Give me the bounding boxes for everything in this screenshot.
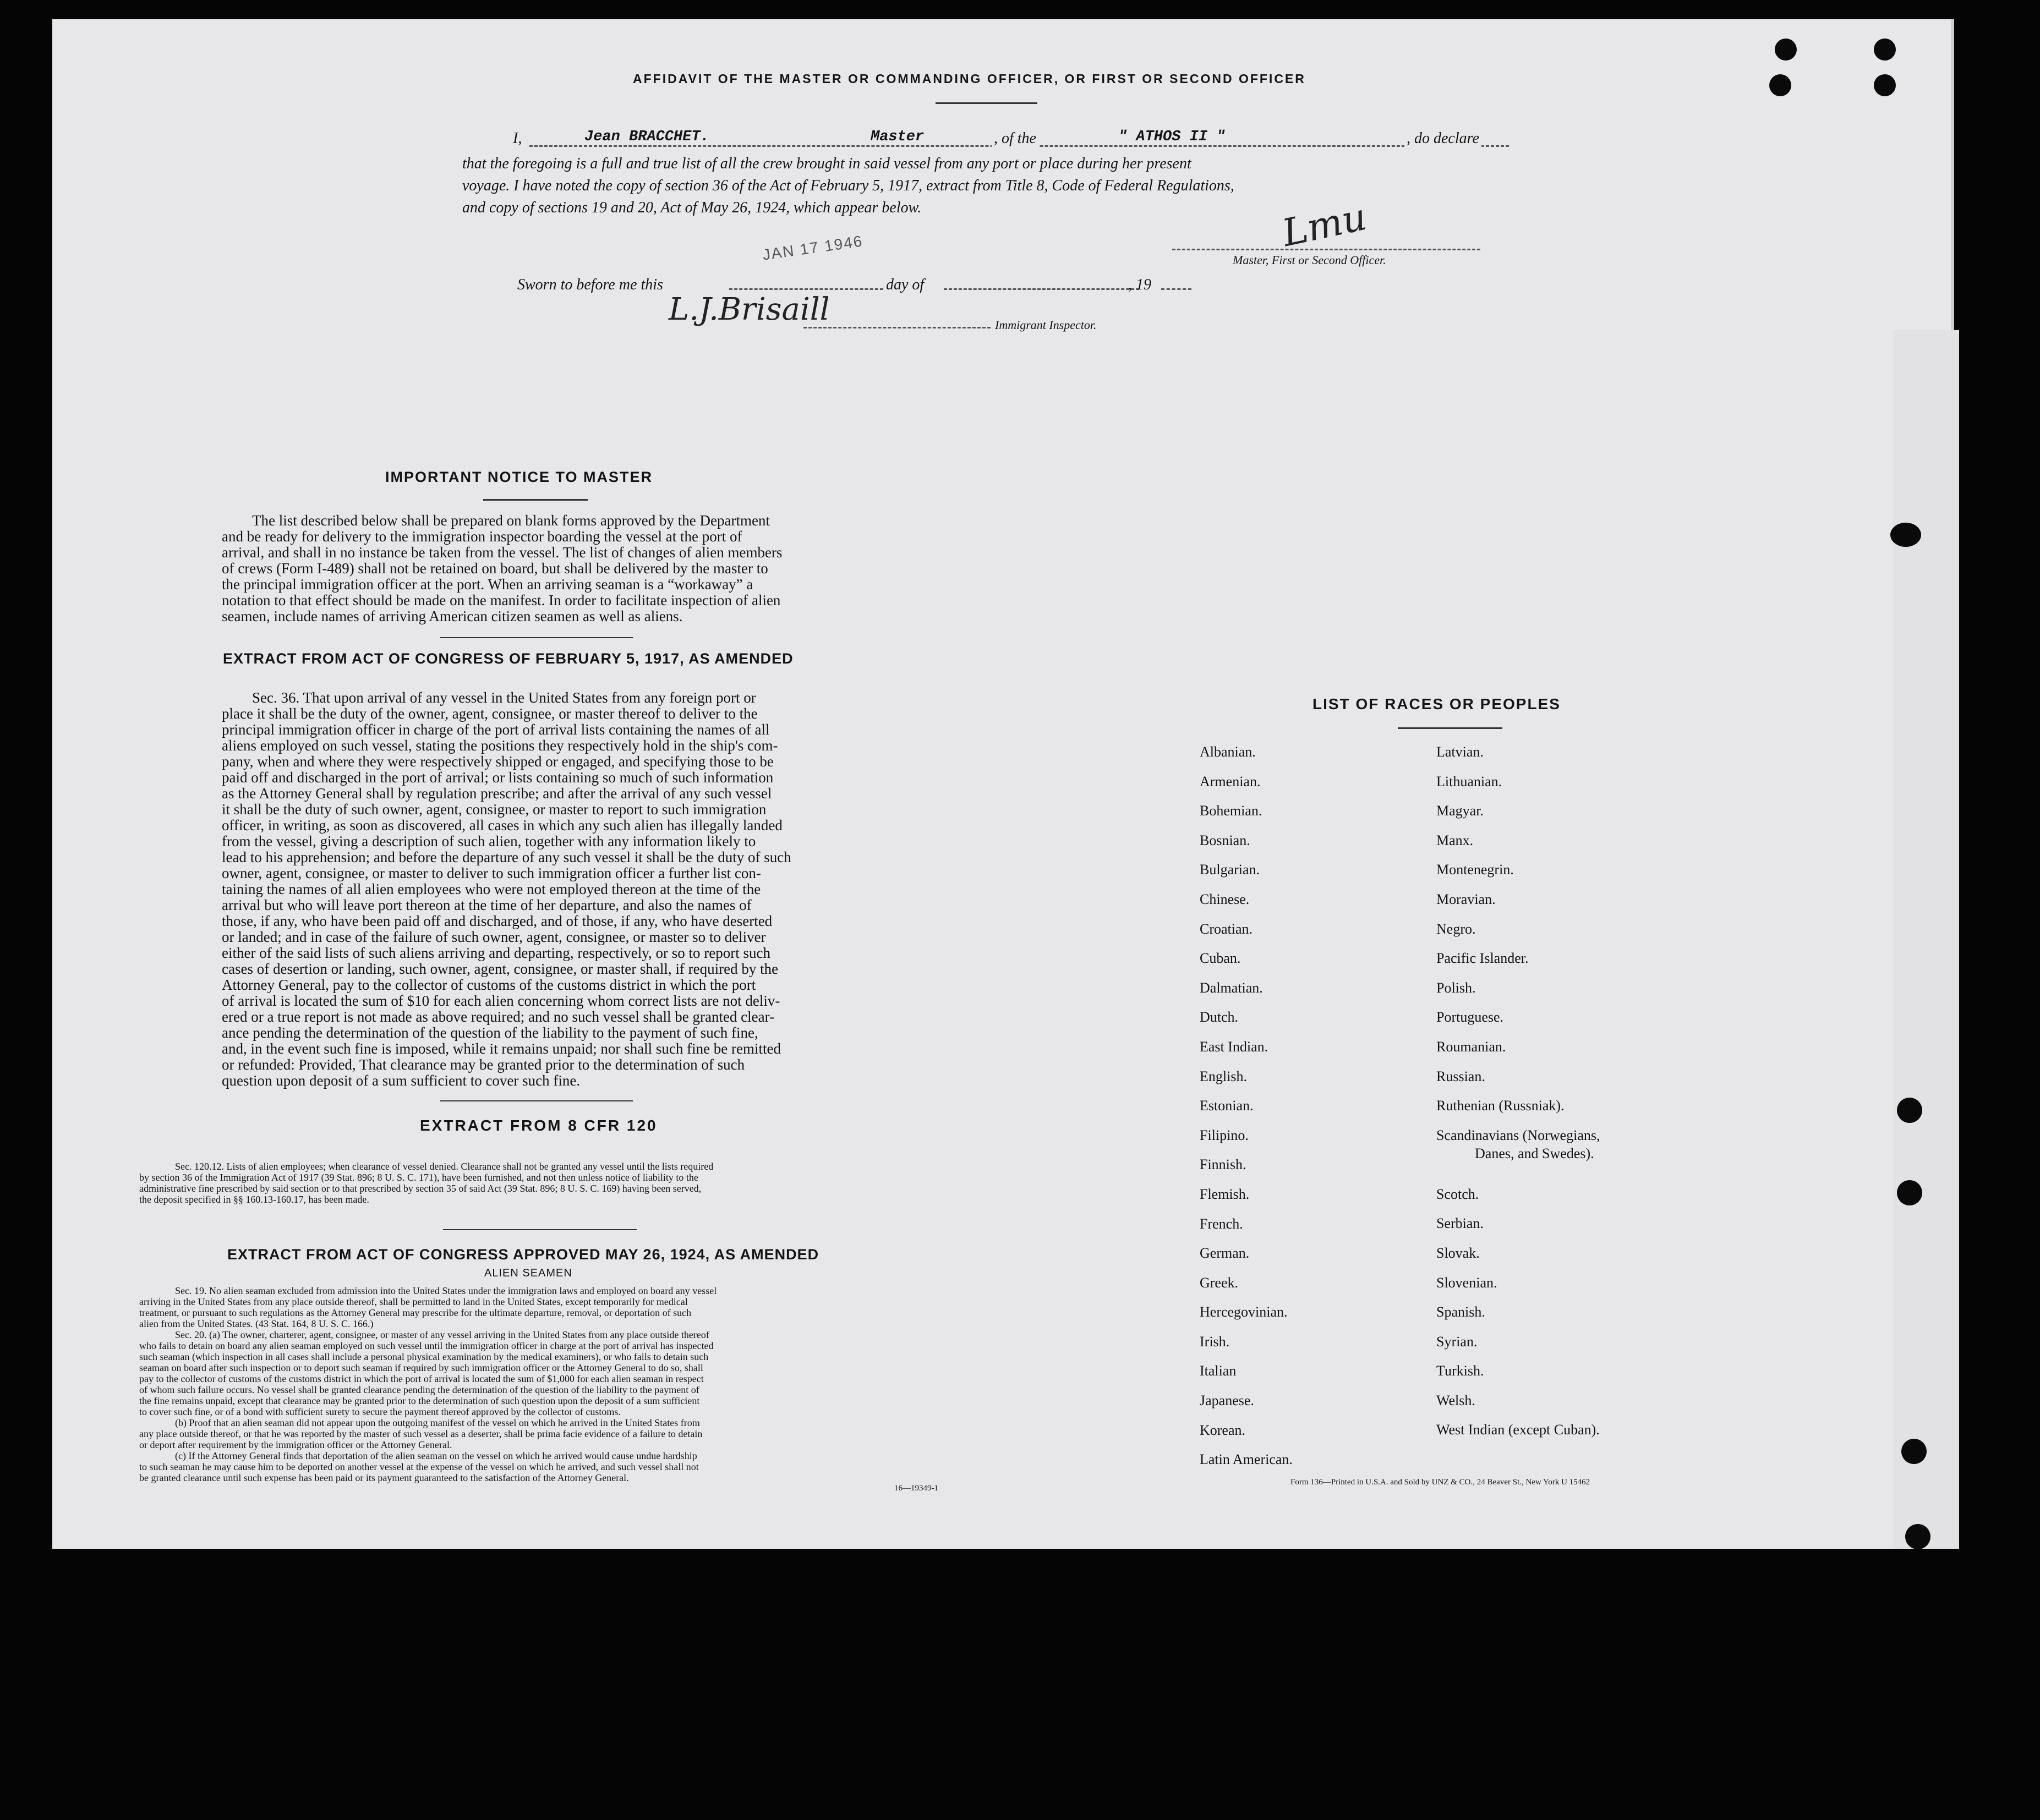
race-item: Croatian.: [1200, 920, 1253, 937]
race-item: Bohemian.: [1200, 803, 1262, 819]
sworn-label: Sworn to before me this: [517, 276, 663, 293]
race-item: Magyar.: [1436, 803, 1484, 819]
race-item: Scandinavians (Norwegians,: [1436, 1127, 1600, 1143]
race-item: Slovenian.: [1436, 1274, 1497, 1291]
race-item: Dutch.: [1200, 1009, 1239, 1026]
sec36-line: question upon deposit of a sum sufficient to cover such fine.: [222, 1072, 581, 1089]
sec36-line: Sec. 36. That upon arrival of any vessel in the United States from any foreign port or: [252, 689, 756, 706]
race-item: Montenegrin.: [1436, 862, 1514, 878]
sec-line: to cover such fine, or of a bond with sufficient surety to secure the payment thereof approved by the collector of customs.: [139, 1406, 621, 1417]
extract-1924-title: EXTRACT FROM ACT OF CONGRESS APPROVED MAY 26, 1924, AS AMENDED: [227, 1246, 819, 1263]
sec36-line: place it shall be the duty of the owner, agent, consignee, or master thereof to deliver to the: [222, 705, 758, 722]
year-label: , 19: [1128, 276, 1151, 293]
date-stamp: JAN 17 1946: [761, 232, 865, 264]
sec-line: (b) Proof that an alien seaman did not appear upon the outgoing manifest of the vessel on which he arrived in the United States from: [175, 1417, 700, 1428]
printer-note: Form 136—Printed in U.S.A. and Sold by UNZ & CO., 24 Beaver St., New York U 15462: [1290, 1478, 1590, 1487]
cfr-end-rule: [443, 1229, 637, 1230]
master-rank: Master: [871, 129, 925, 145]
affidavit-line3: voyage. I have noted the copy of section 36 of the Act of February 5, 1917, extract from Title 8, Code of Federal Regulations,: [462, 177, 1234, 194]
sec-line: treatment, or pursuant to such regulations as the Attorney General may prescribe for the ultimate departure, removal, or deportation of such: [139, 1307, 692, 1318]
race-item: Cuban.: [1200, 950, 1241, 967]
sec36-line: it shall be the duty of such owner, agent, consignee, or master to report to such immigration: [222, 801, 767, 818]
extract-1917-title: EXTRACT FROM ACT OF CONGRESS OF FEBRUARY 5, 1917, AS AMENDED: [223, 650, 794, 667]
sec-line: Sec. 20. (a) The owner, charterer, agent, consignee, or master of any vessel arriving in the United States from any place outside thereof: [175, 1329, 709, 1340]
sec36-line: or refunded: Provided, That clearance may be granted prior to the determination of such: [222, 1056, 745, 1073]
sec-line: or deport after requirement by the immigration officer or the Attorney General.: [139, 1439, 452, 1450]
punch-hole: [1901, 1439, 1927, 1464]
sec36-line: from the vessel, giving a description of such alien, together with any information likely to: [222, 833, 756, 849]
race-item: French.: [1200, 1215, 1243, 1232]
sworn-year-blank: [1161, 288, 1191, 290]
alien-seamen-subtitle: ALIEN SEAMEN: [484, 1267, 572, 1279]
punch-hole: [1897, 1098, 1922, 1123]
page-edge: [1893, 330, 1959, 1549]
sec-line: Sec. 19. No alien seaman excluded from admission into the United States under the immigration laws and employed on board any vessel: [175, 1285, 717, 1296]
affidavit-title-rule: [936, 102, 1037, 104]
race-item: Japanese.: [1200, 1393, 1254, 1409]
extract-1917-body: [222, 690, 855, 1089]
race-item: Italian: [1200, 1363, 1237, 1379]
punch-hole: [1897, 1180, 1922, 1205]
sworn-month-blank: [944, 288, 1139, 290]
race-item: English.: [1200, 1068, 1247, 1084]
punch-hole: [1775, 39, 1797, 61]
notice-line: arrival, and shall in no instance be taken from the vessel. The list of changes of alien members: [222, 544, 783, 561]
races-title-rule: [1398, 727, 1502, 729]
sec36-line: Attorney General, pay to the collector of customs of the customs district in which the port: [222, 977, 756, 993]
sec36-line: pany, when and where they were respectively shipped or engaged, and specifying those to be: [222, 753, 774, 770]
sec-line: seaman on board after such inspection or to deport such seaman if required by such immigration officer or the Attorney General to do so, shall: [139, 1362, 703, 1373]
race-item: Polish.: [1436, 979, 1476, 996]
race-item: Roumanian.: [1436, 1038, 1506, 1055]
punch-hole: [1905, 1524, 1930, 1549]
race-item: Finnish.: [1200, 1156, 1246, 1173]
punch-hole: [1874, 39, 1896, 61]
sec-line: of whom such failure occurs. No vessel shall be granted clearance pending the determination of the question of the liability to the payment of: [139, 1384, 699, 1395]
race-item: Pacific Islander.: [1436, 950, 1529, 967]
race-item: Spanish.: [1436, 1304, 1485, 1320]
notice-line: The list described below shall be prepared on blank forms approved by the Department: [252, 512, 770, 529]
race-item: Danes, and Swedes).: [1475, 1145, 1594, 1161]
race-item: Estonian.: [1200, 1098, 1254, 1114]
pronoun: I,: [513, 130, 522, 147]
sec-line: pay to the collector of customs of the customs district in which the port of arrival is located the sum of $1,000 for each alien seaman in respect: [139, 1373, 704, 1384]
race-item: German.: [1200, 1245, 1250, 1262]
cfr-line: by section 36 of the Immigration Act of 1917 (39 Stat. 896; 8 U. S. C. 171), have been furnished, and not then unless notice of liability to the: [139, 1172, 698, 1183]
sec36-line: officer, in writing, as soon as discovered, all cases in which any such alien has illegally landed: [222, 817, 783, 834]
race-item: Portuguese.: [1436, 1009, 1504, 1026]
race-item: East Indian.: [1200, 1038, 1268, 1055]
sec36-line: owner, agent, consignee, or master to deliver to such immigration officer a further list con-: [222, 865, 761, 881]
race-item: Korean.: [1200, 1422, 1246, 1438]
races-title: LIST OF RACES OR PEOPLES: [1312, 695, 1561, 712]
races-left-column: [1200, 744, 1293, 1481]
race-item: Negro.: [1436, 920, 1476, 937]
notice-title: IMPORTANT NOTICE TO MASTER: [385, 469, 653, 485]
cfr-line: Sec. 120.12. Lists of alien employees; when clearance of vessel denied. Clearance shall not be granted any vessel until the lists required: [175, 1161, 714, 1172]
race-item: Ruthenian (Russniak).: [1436, 1098, 1565, 1114]
sec-line: the fine remains unpaid, except that clearance may be granted prior to the determination of such question upon the deposit of a sum sufficient: [139, 1395, 700, 1406]
sec36-line: ance pending the determination of the question of the liability to the payment of such fine,: [222, 1024, 758, 1041]
vessel-name: " ATHOS II ": [1118, 129, 1226, 145]
race-item: Latin American.: [1200, 1451, 1293, 1468]
race-item: Flemish.: [1200, 1186, 1250, 1202]
races-right-column: [1436, 744, 1600, 1451]
sec-line: such seaman (which inspection in all cases shall include a personal physical examination by the medical examiners), or who fails to detain such: [139, 1351, 709, 1362]
punch-hole: [1874, 74, 1896, 96]
cfr-line: the deposit specified in §§ 160.13-160.17, has been made.: [139, 1194, 369, 1205]
punch-hole: [1890, 523, 1921, 547]
master-signature-line: [1172, 249, 1480, 250]
day-of-label: day of: [886, 276, 925, 293]
sec-line: any place outside thereof, or that he was reported by the master of such vessel as a deserter, shall be prima facie evidence of a failure to detain: [139, 1428, 703, 1439]
race-item: Armenian.: [1200, 773, 1261, 790]
race-item: Bosnian.: [1200, 832, 1250, 848]
notice-title-rule: [483, 499, 588, 501]
sec36-line: or landed; and in case of the failure of such owner, agent, consignee, or master so to deliver: [222, 929, 766, 945]
race-item: Lithuanian.: [1436, 773, 1502, 790]
inspector-caption: Immigrant Inspector.: [995, 318, 1097, 332]
notice-line: the principal immigration officer at the port. When an arriving seaman is a “workaway” a: [222, 576, 753, 593]
extract-1917-end-rule: [440, 1100, 633, 1101]
sworn-day-blank: [729, 288, 883, 290]
race-item: Dalmatian.: [1200, 979, 1263, 996]
sec36-line: of arrival is located the sum of $10 for each alien concerning whom correct lists are not deliv-: [222, 993, 780, 1009]
race-item: West Indian (except Cuban).: [1436, 1422, 1600, 1438]
sec36-line: as the Attorney General shall by regulation prescribe; and after the arrival of any such vessel: [222, 785, 772, 802]
notice-line: notation to that effect should be made on the manifest. In order to facilitate inspection of alien: [222, 592, 781, 609]
form-code: 16—19349-1: [894, 1484, 938, 1493]
master-name: Jean BRACCHET.: [584, 129, 709, 145]
notice-line: and be ready for delivery to the immigration inspector boarding the vessel at the port of: [222, 528, 742, 545]
race-item: Filipino.: [1200, 1127, 1249, 1143]
notice-end-rule: [440, 637, 633, 638]
notice-line: of crews (Form I-489) shall not be retained on board, but shall be delivered by the master to: [222, 560, 768, 577]
inspector-signature: L.J.Brisaill: [669, 292, 830, 327]
master-signature: Lmu: [1278, 195, 1370, 256]
sec36-line: principal immigration officer in charge of the port of arrival lists containing the names of all: [222, 721, 770, 738]
of-the-label: , of the: [992, 130, 1038, 147]
notice-line: seamen, include names of arriving American citizen seamen as well as aliens.: [222, 608, 683, 624]
race-item: Welsh.: [1436, 1392, 1475, 1408]
sec-line: (c) If the Attorney General finds that deportation of the alien seaman on the vessel on which he arrived would cause undue hardship: [175, 1450, 697, 1461]
sec36-line: paid off and discharged in the port of arrival; or lists containing so much of such information: [222, 769, 774, 786]
master-caption: Master, First or Second Officer.: [1233, 253, 1386, 267]
affidavit-title: AFFIDAVIT OF THE MASTER OR COMMANDING OFFICER, OR FIRST OR SECOND OFFICER: [633, 72, 1306, 86]
race-item: Turkish.: [1436, 1363, 1484, 1379]
sec-line: who fails to detain on board any alien seaman employed on such vessel until the immigration officer in charge at the port of arrival has inspected: [139, 1340, 714, 1351]
affidavit-line4: and copy of sections 19 and 20, Act of May 26, 1924, which appear below.: [462, 199, 922, 216]
race-item: Scotch.: [1436, 1186, 1479, 1202]
race-item: Greek.: [1200, 1274, 1239, 1291]
race-item: Irish.: [1200, 1333, 1230, 1350]
affidavit-line2: that the foregoing is a full and true list of all the crew brought in said vessel from any port or place during her present: [462, 155, 1191, 172]
notice-body: [222, 513, 855, 624]
cfr-title: EXTRACT FROM 8 CFR 120: [420, 1117, 658, 1134]
race-item: Moravian.: [1436, 891, 1496, 907]
race-item: Bulgarian.: [1200, 862, 1260, 878]
sec36-line: taining the names of all alien employees who were not employed thereon at the time of the: [222, 881, 761, 897]
sec36-line: either of the said lists of such aliens arriving and departing, respectively, or so to report such: [222, 945, 770, 961]
punch-hole: [1769, 74, 1791, 96]
sec36-line: and, in the event such fine is imposed, while it remains unpaid; nor shall such fine be remitted: [222, 1040, 781, 1057]
declare-label: , do declare: [1404, 130, 1481, 147]
sec36-line: those, if any, who have been paid off and discharged, and of those, if any, who have deserted: [222, 913, 773, 929]
race-item: Serbian.: [1436, 1215, 1484, 1232]
sec36-line: cases of desertion or landing, such owner, agent, consignee, or master shall, if required by the: [222, 961, 779, 977]
race-item: Chinese.: [1200, 891, 1250, 907]
sec-line: to such seaman he may cause him to be deported on another vessel at the expense of the vessel on which he arrived, and such vessel shall not: [139, 1461, 699, 1472]
race-item: Russian.: [1436, 1068, 1485, 1084]
cfr-body: [139, 1161, 943, 1205]
sec-line: arriving in the United States from any place outside thereof, shall be permitted to land in the United States, except temporarily for medical: [139, 1296, 688, 1307]
sec36-line: lead to his apprehension; and before the departure of any such vessel it shall be the duty of such: [222, 849, 791, 865]
race-item: Manx.: [1436, 832, 1474, 848]
sec36-line: aliens employed on such vessel, stating the positions they respectively hold in the ship's com-: [222, 737, 778, 754]
race-item: Albanian.: [1200, 744, 1256, 760]
cfr-line: administrative fine prescribed by said section or to that prescribed by section 35 of said Act (39 Stat. 896; 8 U. S. C. 169) having been served,: [139, 1183, 702, 1194]
race-item: Syrian.: [1436, 1333, 1478, 1350]
sec36-line: ered or a true report is not made as above required; and no such vessel shall be granted clear-: [222, 1008, 775, 1025]
extract-1924-body: [139, 1285, 943, 1483]
sec-line: be granted clearance until such expense has been paid or its payment guaranteed to the satisfaction of the Attorney General.: [139, 1472, 629, 1483]
inspector-signature-line: [803, 327, 991, 328]
sec36-line: arrival but who will leave port thereon at the time of her departure, and also the names of: [222, 897, 752, 913]
race-item: Hercegovinian.: [1200, 1304, 1288, 1320]
race-item: Latvian.: [1436, 744, 1484, 760]
affidavit-line1: [513, 130, 1520, 152]
race-item: Slovak.: [1436, 1245, 1480, 1261]
sec-line: alien from the United States. (43 Stat. 164, 8 U. S. C. 166.): [139, 1318, 374, 1329]
